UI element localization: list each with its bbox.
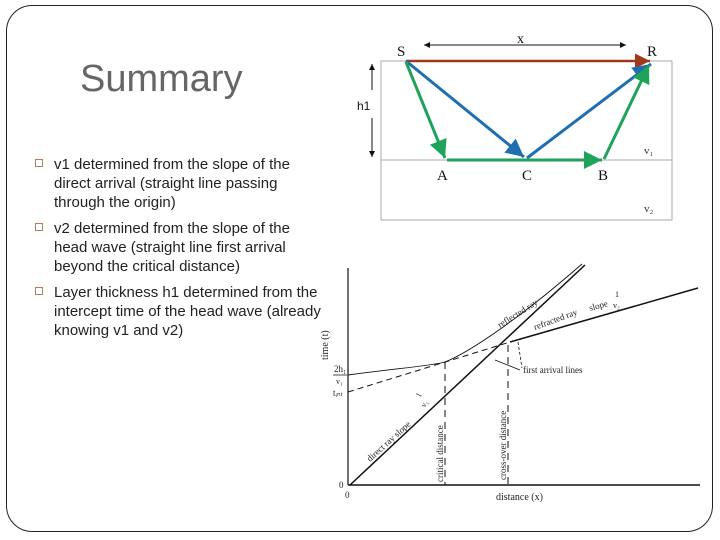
bullet-text: v1 determined from the slope of the direct arrival (straight line passing through the origin): [54, 156, 290, 211]
reflected-ray-label: reflected ray: [495, 297, 540, 330]
refracted-ray-line: [510, 288, 698, 342]
direct-ray-line: [350, 265, 585, 485]
critical-distance-label: critical distance: [435, 425, 445, 482]
slope-v2-num: 1: [615, 290, 619, 299]
x-axis-label: distance (x): [496, 492, 543, 503]
v2-label: v₂: [644, 203, 654, 215]
refracted-extension: [348, 342, 510, 392]
bullet-text: Layer thickness h1 determined from the intercept time of the head wave (already knowing v1 and v2): [54, 284, 321, 339]
origin-y-label: 0: [339, 480, 344, 490]
offset-label: x: [517, 32, 524, 47]
receiver-label: R: [647, 44, 658, 60]
slope-v2-label: slope: [587, 298, 609, 313]
intercept-den: v₁: [336, 377, 343, 386]
origin-x-label: 0: [345, 490, 350, 500]
v1-label: v₁: [644, 145, 654, 157]
slope-v1-den: v₁: [418, 398, 431, 409]
thickness-label: h1: [357, 99, 371, 113]
slope-v1-num: 1: [413, 391, 424, 399]
intercept-num: 2h₁: [334, 364, 347, 374]
direct-ray-label: direct ray slope: [364, 418, 413, 464]
point-a-label: A: [437, 168, 448, 184]
bullet-text: v2 determined from the slope of the head wave (straight line first arrival beyond the critical distance): [54, 220, 290, 275]
slide-title: Summary: [80, 58, 243, 100]
first-arrival-label: first arrival lines: [523, 365, 583, 375]
slope-v2-den: v₂: [613, 301, 620, 310]
y-axis-label: time (t): [320, 330, 331, 360]
tint-label: tᵢₙₜ: [333, 388, 344, 398]
source-label: S: [397, 44, 406, 60]
refracted-ray-label: refracted ray: [532, 306, 579, 332]
point-c-label: C: [522, 168, 533, 184]
crossover-distance-label: cross-over distance: [498, 410, 508, 480]
point-b-label: B: [598, 168, 609, 184]
